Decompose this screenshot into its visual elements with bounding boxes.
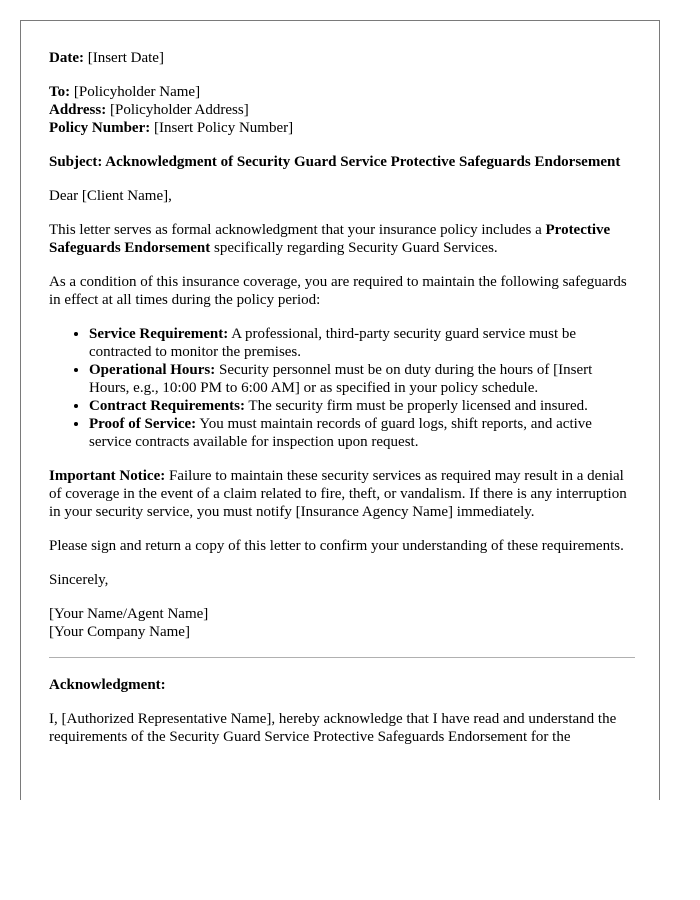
signature-block xyxy=(49,605,635,641)
letter-page xyxy=(20,20,660,800)
intro-before: This letter serves as formal acknowledgment that your insurance policy includes a xyxy=(49,222,546,238)
subject-text: Subject: Acknowledgment of Security Guard Service Protective Safeguards Endorsement xyxy=(49,154,621,170)
policy-value: [Insert Policy Number] xyxy=(153,120,294,136)
list-item xyxy=(89,397,635,415)
intro-after: specifically regarding Security Guard Services. xyxy=(210,240,498,256)
notice-paragraph xyxy=(49,467,635,521)
notice-label: Important Notice: xyxy=(49,468,166,484)
acknowledgment-heading-text: Acknowledgment: xyxy=(49,677,166,693)
subject-line xyxy=(49,153,635,171)
list-item xyxy=(89,325,635,361)
requirement-label: Operational Hours: xyxy=(89,362,216,378)
signature-name: [Your Name/Agent Name] xyxy=(49,606,209,622)
policy-line xyxy=(49,119,635,137)
requirement-label: Proof of Service: xyxy=(89,416,197,432)
address-label: Address: xyxy=(49,102,107,118)
address-value: [Policyholder Address] xyxy=(109,102,249,118)
salutation: Dear [Client Name], xyxy=(49,188,172,204)
letter-content xyxy=(49,49,635,762)
requirements-list xyxy=(49,325,635,451)
to-line xyxy=(49,83,635,101)
date-line xyxy=(49,49,635,67)
acknowledgment-heading xyxy=(49,676,635,694)
condition-paragraph: As a condition of this insurance coverage, you are required to maintain the following safeguards in effect at all times during the policy period: xyxy=(49,274,627,308)
acknowledgment-paragraph: I, [Authorized Representative Name], hereby acknowledge that I have read and understand the requirements of the Security Guard Service Protective Safeguards Endorsement for the xyxy=(49,711,617,745)
list-item xyxy=(89,361,635,397)
sign-request-paragraph: Please sign and return a copy of this letter to confirm your understanding of these requirements. xyxy=(49,538,624,554)
signature-company: [Your Company Name] xyxy=(49,624,190,640)
intro-paragraph xyxy=(49,221,635,257)
recipient-block xyxy=(49,83,635,137)
date-value: [Insert Date] xyxy=(87,50,164,66)
policy-label: Policy Number: xyxy=(49,120,151,136)
list-item xyxy=(89,415,635,451)
requirement-text: You must maintain records of guard logs, shift reports, and active service contracts available for inspection upon request. xyxy=(89,416,592,450)
requirement-text: Security personnel must be on duty during the hours of [Insert Hours, e.g., 10:00 PM to 6:00 AM] or as specified in your policy schedule. xyxy=(89,362,593,396)
address-line xyxy=(49,101,635,119)
requirement-label: Contract Requirements: xyxy=(89,398,245,414)
to-label: To: xyxy=(49,84,71,100)
requirement-text: A professional, third-party security guard service must be contracted to monitor the premises. xyxy=(89,326,577,360)
notice-text: Failure to maintain these security services as required may result in a denial of coverage in the event of a claim related to fire, theft, or vandalism. If there is any interruption in your security service, you must notify [Insurance Agency Name] immediately. xyxy=(49,468,627,520)
to-value: [Policyholder Name] xyxy=(73,84,201,100)
date-label: Date: xyxy=(49,50,84,66)
divider xyxy=(49,657,635,658)
requirement-label: Service Requirement: xyxy=(89,326,229,342)
intro-bold: Protective Safeguards Endorsement xyxy=(49,222,611,256)
closing: Sincerely, xyxy=(49,572,109,588)
date-block xyxy=(49,49,635,67)
requirement-text: The security firm must be properly licensed and insured. xyxy=(244,398,588,414)
